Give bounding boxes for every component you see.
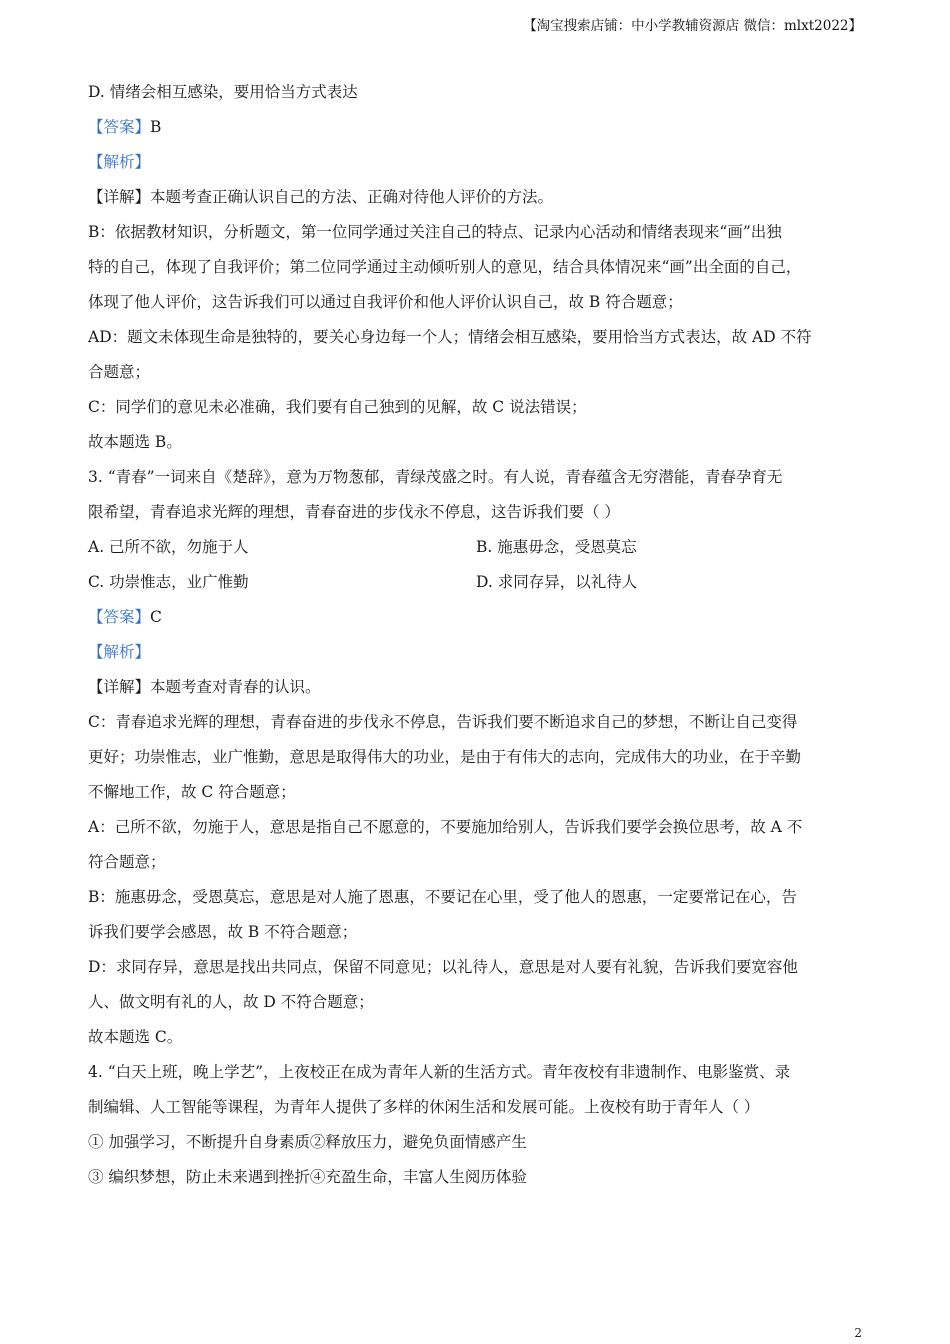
answer-value: C [150,608,162,626]
q2-line: 故本题选 B。 [88,433,182,451]
q3-options-row-1 [88,533,864,568]
q4-stem: 4. “白天上班，晚上学艺”，上夜校正在成为青年人新的生活方式。青年夜校有非遗制作、电影鉴赏、录 [88,1063,791,1081]
answer-tag: 【答案】 [88,118,151,136]
q3-option-d: D. 求同存异，以礼待人 [476,573,638,591]
q3-option-b: B. 施惠毋念，受恩莫忘 [476,538,637,556]
answer-value: B [150,118,162,136]
q3-stem: 限希望，青春追求光辉的理想，青春奋进的步伐永不停息，这告诉我们要（ ） [88,503,620,521]
q3-option-c: C. 功崇惟志，业广惟勤 [88,573,249,591]
q2-line: AD：题文未体现生命是独特的，要关心身边每一个人；情绪会相互感染，要用恰当方式表达，故 AD 不符 [88,328,812,346]
q3-line: A：己所不欲，勿施于人，意思是指自己不愿意的，不要施加给别人，告诉我们要学会换位思考，故 A 不 [88,818,803,836]
q3-options-row-2 [88,568,864,603]
q2-analysis-tag: 【解析】 [88,153,151,171]
q3-detail: 【详解】本题考查对青春的认识。 [88,678,321,696]
q3-analysis-tag: 【解析】 [88,643,151,661]
page-header: 【淘宝搜索店铺：中小学教辅资源店 微信：mlxt2022】 [523,18,862,34]
q3-line: 诉我们要学会感恩，故 B 不符合题意； [88,923,358,941]
q2-detail: 【详解】本题考查正确认识自己的方法、正确对待他人评价的方法。 [88,188,554,206]
q4-stem: 制编辑、人工智能等课程，为青年人提供了多样的休闲生活和发展可能。上夜校有助于青年人（ ） [88,1098,760,1116]
q3-line: 更好；功崇惟志，业广惟勤，意思是取得伟大的功业，是由于有伟大的志向，完成伟大的功业，在于辛勤 [88,748,802,766]
document-body [88,78,864,1198]
q3-line: 不懈地工作，故 C 符合题意； [88,783,296,801]
q2-line: 特的自己，体现了自我评价；第二位同学通过主动倾听别人的意见，结合具体情况来“画”出全面的自己， [88,258,802,276]
q2-line: B：依据教材知识，分析题文，第一位同学通过关注自己的特点、记录内心活动和情绪表现来“画”出独 [88,223,782,241]
q3-option-a: A. 己所不欲，勿施于人 [88,538,249,556]
q3-line: B：施惠毋念，受恩莫忘，意思是对人施了恩惠，不要记在心里，受了他人的恩惠，一定要常记在心，告 [88,888,797,906]
q3-line: 符合题意； [88,853,166,871]
page-number: 2 [854,1326,862,1340]
q3-line: 人、做文明有礼的人，故 D 不符合题意； [88,993,374,1011]
q3-line: C：青春追求光辉的理想，青春奋进的步伐永不停息，告诉我们要不断追求自己的梦想，不断让自己变得 [88,713,798,731]
q2-line: 体现了他人评价，这告诉我们可以通过自我评价和他人评价认识自己，故 B 符合题意； [88,293,683,311]
q2-line: 合题意； [88,363,151,381]
q3-line: D：求同存异，意思是找出共同点，保留不同意见；以礼待人，意思是对人要有礼貌，告诉我们要宽容他 [88,958,798,976]
q2-answer [88,113,864,148]
q2-line: C：同学们的意见未必准确，我们要有自己独到的见解，故 C 说法错误； [88,398,587,416]
q3-line: 故本题选 C。 [88,1028,183,1046]
q4-choices: ① 加强学习，不断提升自身素质②释放压力，避免负面情感产生 [88,1133,527,1151]
q4-choices: ③ 编织梦想，防止未来遇到挫折④充盈生命，丰富人生阅历体验 [88,1168,527,1186]
q3-answer [88,603,864,638]
q3-stem: 3. “青春”一词来自《楚辞》，意为万物葱郁，青绿茂盛之时。有人说，青春蕴含无穷潜能，青春孕育无 [88,468,783,486]
answer-tag: 【答案】 [88,608,151,626]
q2-option-d: D. 情绪会相互感染，要用恰当方式表达 [88,83,358,101]
